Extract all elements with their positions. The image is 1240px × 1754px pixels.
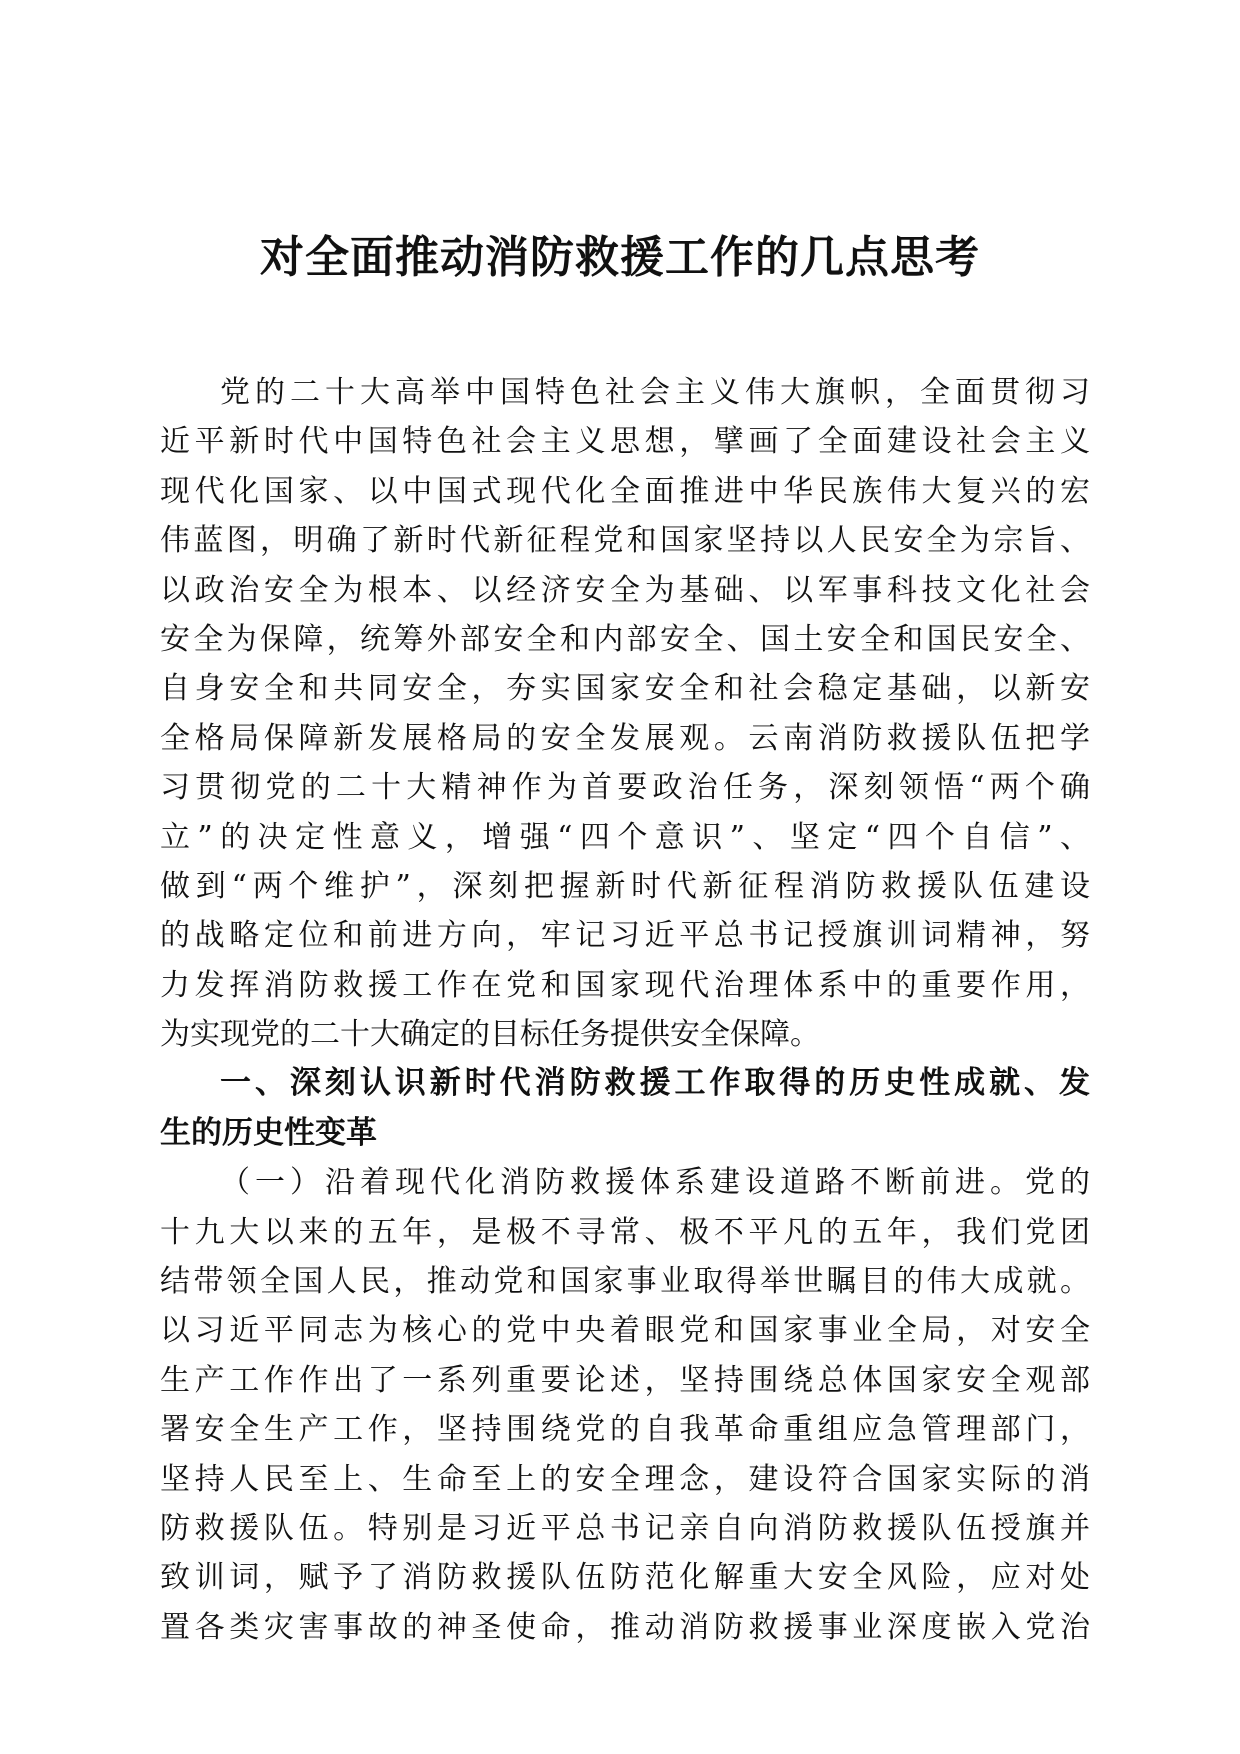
paragraph-line: 致训词，赋予了消防救援队伍防范化解重大安全风险，应对处 — [160, 1560, 1090, 1596]
section-heading-line: 一、深刻认识新时代消防救援工作取得的历史性成就、发 — [220, 1065, 1090, 1102]
document-title: 对全面推动消防救援工作的几点思考 — [260, 232, 980, 283]
section-heading-line: 生的历史性变革 — [160, 1114, 377, 1151]
paragraph-line: 习贯彻党的二十大精神作为首要政治任务，深刻领悟“两个确 — [160, 770, 1090, 806]
paragraph-line: 防救援队伍。特别是习近平总书记亲自向消防救援队伍授旗并 — [160, 1510, 1090, 1546]
paragraph-line: 立”的决定性意义，增强“四个意识”、坚定“四个自信”、 — [160, 819, 1090, 855]
paragraph-line: 置各类灾害事故的神圣使命，推动消防救援事业深度嵌入党治 — [160, 1609, 1090, 1645]
document-body — [160, 368, 1090, 1652]
paragraph-line: 以习近平同志为核心的党中央着眼党和国家事业全局，对安全 — [160, 1313, 1090, 1349]
paragraph-line: 全格局保障新发展格局的安全发展观。云南消防救援队伍把学 — [160, 720, 1090, 756]
paragraph-line: 为实现党的二十大确定的目标任务提供安全保障。 — [160, 1017, 820, 1053]
paragraph-line: 力发挥消防救援工作在党和国家现代治理体系中的重要作用， — [160, 967, 1090, 1003]
paragraph-line: 党的二十大高举中国特色社会主义伟大旗帜，全面贯彻习 — [220, 375, 1090, 410]
paragraph-line: 生产工作作出了一系列重要论述，坚持围绕总体国家安全观部 — [160, 1362, 1090, 1398]
paragraph-line: 署安全生产工作，坚持围绕党的自我革命重组应急管理部门， — [160, 1412, 1090, 1448]
paragraph-line: 十九大以来的五年，是极不寻常、极不平凡的五年，我们党团 — [160, 1214, 1090, 1250]
paragraph-line: 近平新时代中国特色社会主义思想，擘画了全面建设社会主义 — [160, 424, 1090, 460]
paragraph-line: 做到“两个维护”，深刻把握新时代新征程消防救援队伍建设 — [160, 868, 1090, 904]
paragraph-line: 自身安全和共同安全，夯实国家安全和社会稳定基础，以新安 — [160, 671, 1090, 707]
subsection-line: （一）沿着现代化消防救援体系建设道路不断前进。党的 — [220, 1165, 1090, 1201]
paragraph-line: 坚持人民至上、生命至上的安全理念，建设符合国家实际的消 — [160, 1461, 1090, 1497]
paragraph-line: 结带领全国人民，推动党和国家事业取得举世瞩目的伟大成就。 — [160, 1264, 1090, 1300]
paragraph-line: 伟蓝图，明确了新时代新征程党和国家坚持以人民安全为宗旨、 — [160, 523, 1090, 559]
paragraph-line: 现代化国家、以中国式现代化全面推进中华民族伟大复兴的宏 — [160, 473, 1090, 509]
paragraph-line: 以政治安全为根本、以经济安全为基础、以军事科技文化社会 — [160, 572, 1090, 608]
paragraph-line: 的战略定位和前进方向，牢记习近平总书记授旗训词精神，努 — [160, 918, 1090, 954]
paragraph-line: 安全为保障，统筹外部安全和内部安全、国土安全和国民安全、 — [160, 621, 1090, 657]
